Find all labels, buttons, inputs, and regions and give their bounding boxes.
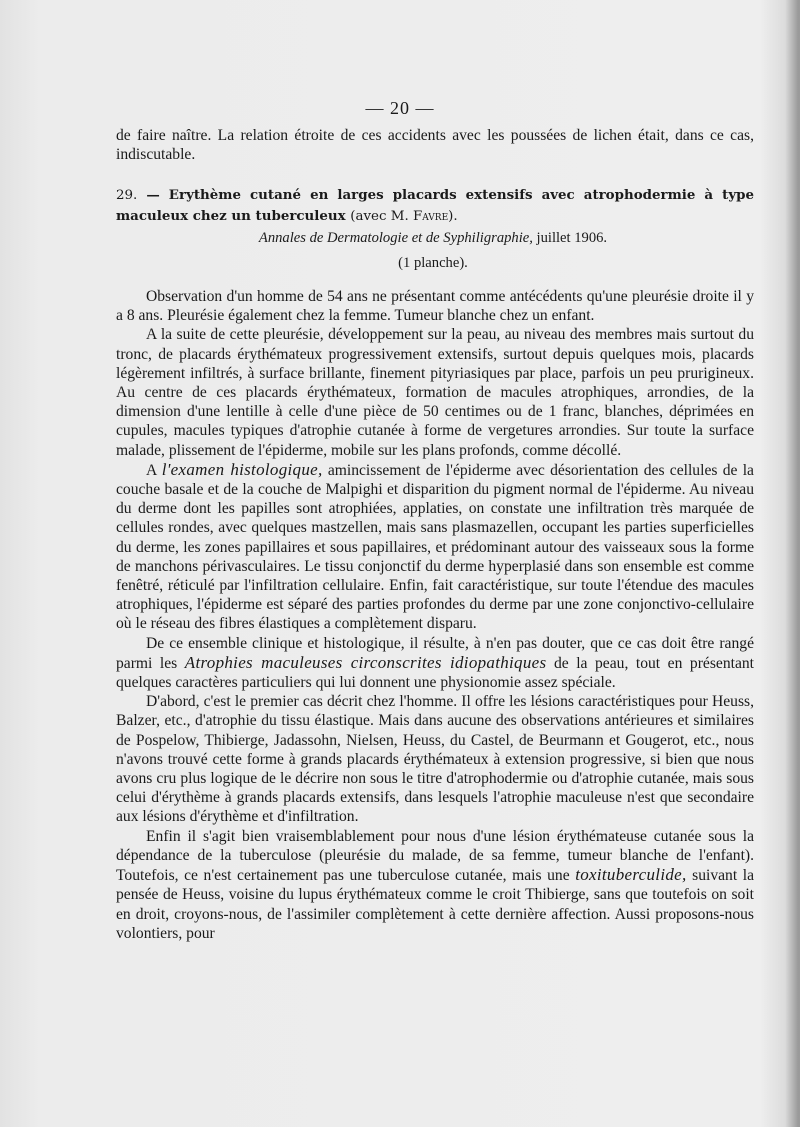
entry-heading bbox=[116, 185, 754, 227]
journal-reference bbox=[0, 230, 800, 247]
tuberculosis-prefix: Enfin il s'agit bien vraisemblablement pour nous d'une lésion érythémateuse cutanée sous la dépendance de la tuberculose (pleurésie du malade, de sa femme, tumeur blanche de l'enfant). Toutefois, ce n'est certainement pas une tuberculose cutanée, mais une bbox=[116, 827, 754, 885]
paragraph-conclusion bbox=[116, 634, 754, 693]
paragraph-histology bbox=[116, 460, 754, 634]
collab-prefix: (avec M. bbox=[350, 209, 409, 224]
conclusion-italic: Atrophies maculeuses circonscrites idiopathiques bbox=[184, 652, 547, 672]
histology-prefix: A bbox=[146, 461, 157, 479]
histology-italic: l'examen histologique, bbox=[161, 459, 323, 479]
page-number: — 20 — bbox=[365, 98, 435, 118]
tuberculosis-italic: toxituberculide, bbox=[575, 865, 687, 885]
journal-date: juillet 1906. bbox=[536, 230, 608, 246]
body-text bbox=[116, 287, 754, 943]
entry-collaboration bbox=[350, 209, 457, 224]
opening-paragraph bbox=[116, 126, 754, 164]
plates-count: (1 planche). bbox=[398, 255, 468, 271]
histology-rest: amincissement de l'épiderme avec désorientation des cellules de la couche basale et de la couche de Malpighi et disparition du pigment normal de l'épiderme. Au niveau du derme dont les papilles sont atrophiées, applaties, on constate une infiltration très marquée de cellules rondes, avec quelques mastzellen, mais sans plasmazellen, occupant les parties superficielles du derme, les zones papillaires et sous papillaires, et prédominant autour des vaisseaux sous la forme de manchons périvasculaires. Le tissu conjonctif du derme hyperplasié dans son ensemble est comme fenêtré, réticulé par l'infiltration cellulaire. Enfin, fait caractéristique, sur toute l'étendue des macules atrophiques, l'épiderme est séparé des parties profondes du derme par une zone conjonctivo-cellulaire où le réseau des fibres élastiques a complètement disparu. bbox=[116, 461, 754, 633]
paragraph-tuberculosis bbox=[116, 827, 754, 943]
tuberculosis-rest: suivant la pensée de Heuss, voisine du lupus érythémateux comme le croit Thibierge, sans que toutefois on soit en droit, croyons-nous, de l'assimiler complètement à cette dernière affection. Aussi proposons-nous volontiers, pour bbox=[116, 867, 755, 942]
paragraph-observation: Observation d'un homme de 54 ans ne présentant comme antécédents qu'une pleurésie droite il y a 8 ans. Pleurésie également chez la femme. Tumeur blanche chez un enfant. bbox=[116, 288, 754, 325]
collab-suffix: ). bbox=[448, 209, 458, 224]
conclusion-prefix: De ce ensemble clinique et histologique, il résulte, à n'en pas douter, que ce cas doit être rangé parmi les bbox=[116, 634, 754, 672]
collab-name: Favre bbox=[412, 209, 449, 224]
opening-text: de faire naître. La relation étroite de ces accidents avec les poussées de lichen était, dans ce cas, indiscutable. bbox=[116, 127, 754, 164]
entry-title: — Erythème cutané en larges placards extensifs avec atrophodermie à type maculeux chez un tuberculeux bbox=[116, 187, 754, 224]
paragraph-first-case: D'abord, c'est le premier cas décrit chez l'homme. Il offre les lésions caractéristiques pour Heuss, Balzer, etc., d'atrophie du tissu élastique. Mais dans aucune des observations antérieures et similaires de Pospelow, Thibierge, Jadassohn, Nielsen, Heuss, du Castel, de Beurmann et Gougerot, etc., nous n'avons trouvé cette forme à grands placards érythémateux à extension progressive, si bien que nous avons cru plus logique de le décrire non sous le titre d'atrophodermie ou d'atrophie cutanée, mais sous celui d'érythème à grands placards extensifs, dans lesquels l'atrophie maculeuse n'est que secondaire aux lésions d'érythème et d'infiltration. bbox=[116, 693, 754, 826]
paragraph-clinical: A la suite de cette pleurésie, développement sur la peau, au niveau des membres mais surtout du tronc, de placards érythémateux progressivement extensifs, surtout depuis quelques mois, placards légèrement infiltrés, à surface brillante, finement pityriasiques par place, parfois un peu prurigineux. Au centre de ces placards érythémateux, formation de macules atrophiques, arrondies, de la dimension d'une lentille à celle d'une pièce de 50 centimes ou de 1 franc, blanches, déprimées en cupules, macules typiques d'atrophie cutanée à forme de vergetures arrondies. Sur toute la surface malade, plissement de l'épiderme, mobile sur les plans profonds, comme décollé. bbox=[116, 326, 754, 459]
entry-number: 29. bbox=[116, 188, 138, 203]
journal-name: Annales de Dermatologie et de Syphiligraphie, bbox=[258, 230, 533, 246]
conclusion-rest: de la peau, tout en présentant quelques caractères particuliers qui lui donnent une physionomie assez spéciale. bbox=[116, 654, 755, 692]
